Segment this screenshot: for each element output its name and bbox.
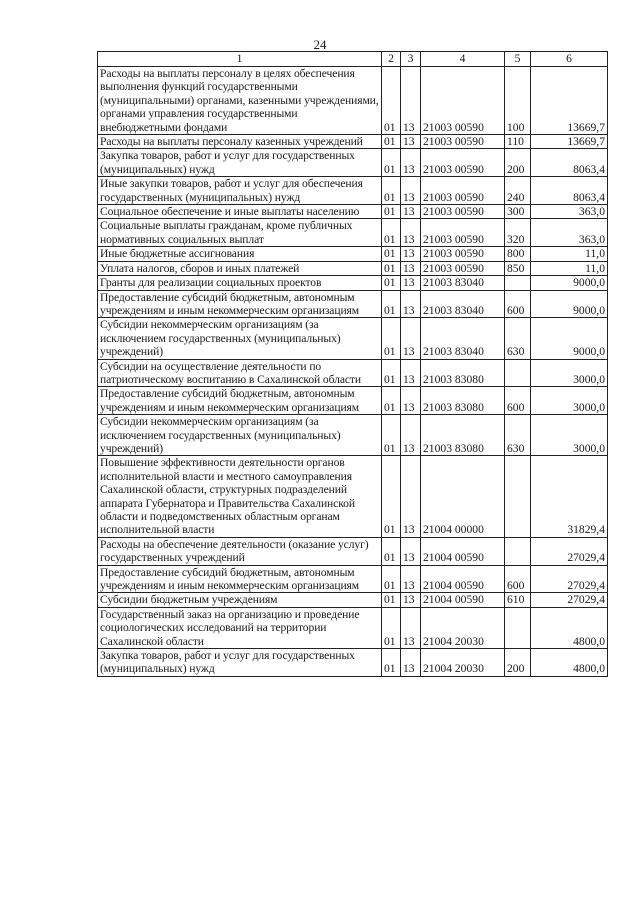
- expense-name-cell: Субсидии некоммерческим организациям (за исключением государственных (муниципальных) учреждений): [98, 318, 382, 359]
- table-row: [98, 387, 608, 415]
- target-article-cell: 21003 83040: [421, 290, 505, 318]
- amount-cell: 363,0: [531, 219, 608, 247]
- subsection-code-cell: 13: [401, 67, 421, 135]
- section-code-cell: 01: [382, 135, 401, 149]
- subsection-code-cell: 13: [401, 415, 421, 456]
- table-header-row: [98, 52, 608, 67]
- section-code-cell: 01: [382, 247, 401, 261]
- section-code-cell: 01: [382, 67, 401, 135]
- target-article-cell: 21004 20030: [421, 649, 505, 677]
- section-code-cell: 01: [382, 387, 401, 415]
- section-code-cell: 01: [382, 261, 401, 275]
- section-code-cell: 01: [382, 177, 401, 205]
- expense-name-cell: Предоставление субсидий бюджетным, автономным учреждениям и иным некоммерческим организациям: [98, 290, 382, 318]
- expense-name-cell: Предоставление субсидий бюджетным, автономным учреждениям и иным некоммерческим организациям: [98, 565, 382, 593]
- expense-name-cell: Субсидии бюджетным учреждениям: [98, 593, 382, 607]
- subsection-code-cell: 13: [401, 219, 421, 247]
- expense-type-cell: 630: [505, 318, 531, 359]
- expense-name-cell: Повышение эффективности деятельности органов исполнительной власти и местного самоуправления Сахалинской области, структурных подразделений аппарата Губернатора и Правительства Сахалинской области и подведомственных областным органам исполнительной власти: [98, 456, 382, 537]
- amount-cell: 4800,0: [531, 649, 608, 677]
- section-code-cell: 01: [382, 607, 401, 648]
- section-code-cell: 01: [382, 537, 401, 565]
- column-header: 5: [505, 52, 531, 67]
- target-article-cell: 21004 00000: [421, 456, 505, 537]
- column-header: 2: [382, 52, 401, 67]
- expense-type-cell: [505, 607, 531, 648]
- table-row: [98, 456, 608, 537]
- expense-type-cell: 110: [505, 135, 531, 149]
- subsection-code-cell: 13: [401, 177, 421, 205]
- target-article-cell: 21003 00590: [421, 177, 505, 205]
- subsection-code-cell: 13: [401, 565, 421, 593]
- target-article-cell: 21003 83080: [421, 387, 505, 415]
- expense-type-cell: 200: [505, 149, 531, 177]
- column-header: 6: [531, 52, 608, 67]
- subsection-code-cell: 13: [401, 149, 421, 177]
- section-code-cell: 01: [382, 649, 401, 677]
- section-code-cell: 01: [382, 359, 401, 387]
- budget-table: [97, 51, 608, 677]
- amount-cell: 11,0: [531, 247, 608, 261]
- amount-cell: 27029,4: [531, 565, 608, 593]
- table-row: [98, 261, 608, 275]
- expense-name-cell: Социальное обеспечение и иные выплаты населению: [98, 205, 382, 219]
- expense-name-cell: Гранты для реализации социальных проектов: [98, 276, 382, 290]
- section-code-cell: 01: [382, 456, 401, 537]
- column-header: 4: [421, 52, 505, 67]
- section-code-cell: 01: [382, 593, 401, 607]
- target-article-cell: 21003 83040: [421, 318, 505, 359]
- target-article-cell: 21004 00590: [421, 593, 505, 607]
- expense-name-cell: Расходы на обеспечение деятельности (оказание услуг) государственных учреждений: [98, 537, 382, 565]
- table-row: [98, 177, 608, 205]
- table-row: [98, 276, 608, 290]
- expense-type-cell: 300: [505, 205, 531, 219]
- table-row: [98, 219, 608, 247]
- expense-name-cell: Иные закупки товаров, работ и услуг для обеспечения государственных (муниципальных) нужд: [98, 177, 382, 205]
- amount-cell: 3000,0: [531, 387, 608, 415]
- column-header: 1: [98, 52, 382, 67]
- target-article-cell: 21003 83080: [421, 415, 505, 456]
- subsection-code-cell: 13: [401, 290, 421, 318]
- expense-type-cell: 600: [505, 290, 531, 318]
- subsection-code-cell: 13: [401, 261, 421, 275]
- subsection-code-cell: 13: [401, 359, 421, 387]
- page-number: 24: [313, 37, 327, 52]
- amount-cell: 31829,4: [531, 456, 608, 537]
- expense-name-cell: Социальные выплаты гражданам, кроме публичных нормативных социальных выплат: [98, 219, 382, 247]
- amount-cell: 9000,0: [531, 290, 608, 318]
- amount-cell: 3000,0: [531, 415, 608, 456]
- subsection-code-cell: 13: [401, 276, 421, 290]
- amount-cell: 8063,4: [531, 149, 608, 177]
- expense-name-cell: Расходы на выплаты персоналу казенных учреждений: [98, 135, 382, 149]
- table-row: [98, 135, 608, 149]
- table-row: [98, 415, 608, 456]
- expense-type-cell: 800: [505, 247, 531, 261]
- subsection-code-cell: 13: [401, 607, 421, 648]
- amount-cell: 8063,4: [531, 177, 608, 205]
- amount-cell: 3000,0: [531, 359, 608, 387]
- table-row: [98, 290, 608, 318]
- expense-name-cell: Субсидии некоммерческим организациям (за исключением государственных (муниципальных) учреждений): [98, 415, 382, 456]
- amount-cell: 363,0: [531, 205, 608, 219]
- column-header: 3: [401, 52, 421, 67]
- section-code-cell: 01: [382, 565, 401, 593]
- section-code-cell: 01: [382, 318, 401, 359]
- table-row: [98, 593, 608, 607]
- target-article-cell: 21003 00590: [421, 219, 505, 247]
- amount-cell: 13669,7: [531, 135, 608, 149]
- subsection-code-cell: 13: [401, 205, 421, 219]
- amount-cell: 27029,4: [531, 537, 608, 565]
- target-article-cell: 21004 20030: [421, 607, 505, 648]
- target-article-cell: 21003 83080: [421, 359, 505, 387]
- subsection-code-cell: 13: [401, 318, 421, 359]
- expense-type-cell: 240: [505, 177, 531, 205]
- table-row: [98, 565, 608, 593]
- table-row: [98, 149, 608, 177]
- section-code-cell: 01: [382, 219, 401, 247]
- subsection-code-cell: 13: [401, 387, 421, 415]
- expense-type-cell: 100: [505, 67, 531, 135]
- amount-cell: 27029,4: [531, 593, 608, 607]
- expense-type-cell: [505, 276, 531, 290]
- target-article-cell: 21003 00590: [421, 135, 505, 149]
- expense-type-cell: [505, 359, 531, 387]
- expense-name-cell: Расходы на выплаты персоналу в целях обеспечения выполнения функций государственными (муниципальными) органами, казенными учреждениями, органами управления государственными внебюджетными фондами: [98, 67, 382, 135]
- target-article-cell: 21003 00590: [421, 261, 505, 275]
- expense-name-cell: Государственный заказ на организацию и проведение социологических исследований на территории Сахалинской области: [98, 607, 382, 648]
- table-row: [98, 67, 608, 135]
- table-row: [98, 537, 608, 565]
- section-code-cell: 01: [382, 290, 401, 318]
- amount-cell: 11,0: [531, 261, 608, 275]
- expense-name-cell: Уплата налогов, сборов и иных платежей: [98, 261, 382, 275]
- expense-name-cell: Иные бюджетные ассигнования: [98, 247, 382, 261]
- expense-type-cell: 630: [505, 415, 531, 456]
- target-article-cell: 21003 00590: [421, 149, 505, 177]
- subsection-code-cell: 13: [401, 456, 421, 537]
- target-article-cell: 21004 00590: [421, 537, 505, 565]
- target-article-cell: 21004 00590: [421, 565, 505, 593]
- table-row: [98, 318, 608, 359]
- subsection-code-cell: 13: [401, 135, 421, 149]
- subsection-code-cell: 13: [401, 537, 421, 565]
- table-row: [98, 247, 608, 261]
- expense-name-cell: Закупка товаров, работ и услуг для государственных (муниципальных) нужд: [98, 149, 382, 177]
- expense-name-cell: Закупка товаров, работ и услуг для государственных (муниципальных) нужд: [98, 649, 382, 677]
- expense-name-cell: Субсидии на осуществление деятельности по патриотическому воспитанию в Сахалинской области: [98, 359, 382, 387]
- table-row: [98, 607, 608, 648]
- expense-type-cell: 200: [505, 649, 531, 677]
- expense-type-cell: 600: [505, 387, 531, 415]
- expense-type-cell: 850: [505, 261, 531, 275]
- expense-type-cell: [505, 456, 531, 537]
- subsection-code-cell: 13: [401, 593, 421, 607]
- table-row: [98, 359, 608, 387]
- table-row: [98, 205, 608, 219]
- section-code-cell: 01: [382, 276, 401, 290]
- amount-cell: 9000,0: [531, 276, 608, 290]
- subsection-code-cell: 13: [401, 649, 421, 677]
- amount-cell: 4800,0: [531, 607, 608, 648]
- amount-cell: 13669,7: [531, 67, 608, 135]
- section-code-cell: 01: [382, 415, 401, 456]
- expense-type-cell: 610: [505, 593, 531, 607]
- table-row: [98, 649, 608, 677]
- expense-type-cell: 320: [505, 219, 531, 247]
- expense-name-cell: Предоставление субсидий бюджетным, автономным учреждениям и иным некоммерческим организациям: [98, 387, 382, 415]
- amount-cell: 9000,0: [531, 318, 608, 359]
- target-article-cell: 21003 00590: [421, 205, 505, 219]
- subsection-code-cell: 13: [401, 247, 421, 261]
- target-article-cell: 21003 00590: [421, 247, 505, 261]
- expense-type-cell: 600: [505, 565, 531, 593]
- target-article-cell: 21003 00590: [421, 67, 505, 135]
- section-code-cell: 01: [382, 205, 401, 219]
- target-article-cell: 21003 83040: [421, 276, 505, 290]
- expense-type-cell: [505, 537, 531, 565]
- section-code-cell: 01: [382, 149, 401, 177]
